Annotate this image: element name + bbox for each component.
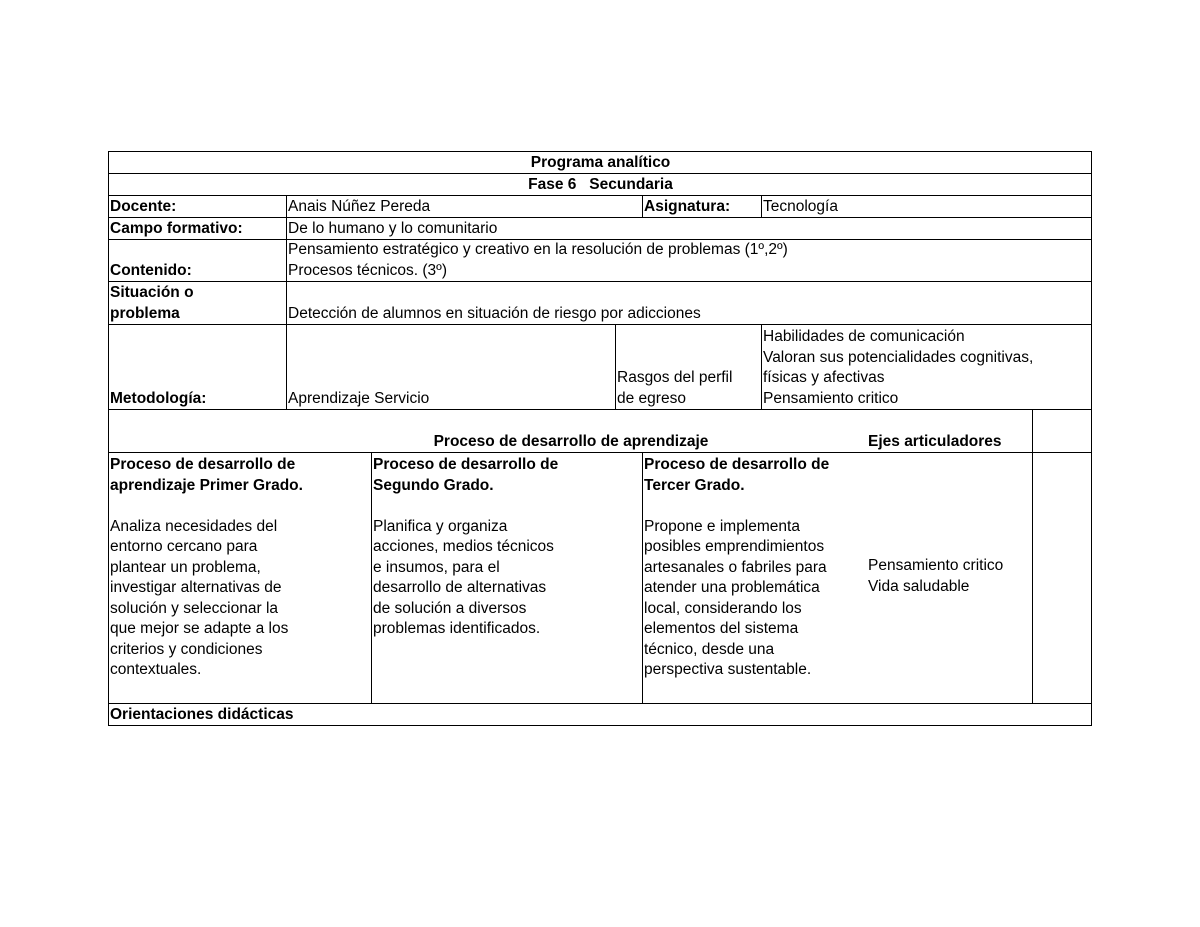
ejes-articuladores-header: Ejes articuladores [868, 410, 927, 453]
grado-1-body-line: solución y seleccionar la [110, 599, 279, 617]
grado-1-body-line: que mejor se adapte a los [110, 620, 289, 637]
document-title: Programa analítico [109, 152, 1092, 174]
rasgo-item: físicas y afectivas [763, 369, 885, 386]
proceso-desarrollo-header: Proceso de desarrollo de aprendizaje [109, 410, 1033, 453]
grado-3-body-line: Propone e implementa [644, 517, 800, 535]
eje-item: Pensamiento critico [868, 557, 1004, 574]
ejes-articuladores-cell [868, 453, 1092, 704]
grado-2-body-line: problemas identificados. [373, 620, 541, 637]
grado-3-body-line: perspectiva sustentable. [644, 661, 812, 678]
contenido-line: Pensamiento estratégico y creativo en la resolución de problemas (1º,2º) [288, 241, 788, 258]
perfil-egreso-rasgos [762, 325, 1092, 410]
grado-3-title-line: Proceso de desarrollo de [644, 456, 830, 473]
orientaciones-didacticas-label: Orientaciones didácticas [109, 704, 1092, 726]
rasgo-item: Habilidades de comunicación [763, 328, 965, 345]
grado-3-body-line: local, considerando los [644, 599, 802, 617]
grado-1-title-line: Proceso de desarrollo de [110, 456, 296, 473]
situacion-value: Detección de alumnos en situación de riesgo por adicciones [287, 282, 1092, 325]
campo-formativo-label: Campo formativo: [109, 218, 287, 240]
grado-2-cell [372, 453, 643, 704]
grado-2-title-line: Segundo Grado. [373, 476, 494, 494]
situacion-label [109, 282, 287, 325]
grado-3-body-line: atender una problemática [644, 579, 820, 596]
rasgo-item: Valoran sus potencialidades cognitivas, [763, 348, 1034, 366]
grado-1-body-line: Analiza necesidades del [110, 517, 278, 535]
grado-1-body-line: investigar alternativas de [110, 579, 282, 596]
grado-1-body-line: criterios y condiciones [110, 640, 263, 658]
grado-1-title-line: aprendizaje Primer Grado. [110, 476, 303, 494]
docente-label: Docente: [109, 196, 287, 218]
eje-item: Vida saludable [868, 577, 970, 595]
asignatura-label: Asignatura: [643, 196, 762, 218]
programa-analitico-table [108, 151, 1092, 726]
asignatura-value: Tecnología [762, 196, 1092, 218]
phase-label: Fase 6 Secundaria [109, 174, 1092, 196]
contenido-label: Contenido: [109, 240, 287, 282]
situacion-label-line: problema [110, 304, 180, 322]
grado-3-body-line: artesanales o fabriles para [644, 558, 827, 576]
docente-value: Anais Núñez Pereda [287, 196, 643, 218]
grado-2-body-line: e insumos, para el [373, 558, 500, 576]
perfil-egreso-label [616, 325, 762, 410]
grado-1-body-line: entorno cercano para [110, 538, 258, 555]
grado-1-body-line: contextuales. [110, 661, 202, 678]
metodologia-value: Aprendizaje Servicio [287, 325, 616, 410]
campo-formativo-value: De lo humano y lo comunitario [287, 218, 1092, 240]
rasgo-item: Pensamiento critico [763, 389, 899, 407]
grado-1-cell [109, 453, 372, 704]
grado-3-body-line: elementos del sistema [644, 620, 799, 637]
perfil-egreso-label-line: Rasgos del perfil [617, 369, 733, 386]
grado-3-title-line: Tercer Grado. [644, 476, 745, 494]
grado-3-body-line: técnico, desde una [644, 640, 775, 658]
perfil-egreso-label-line: de egreso [617, 389, 686, 407]
grado-1-body-line: plantear un problema, [110, 558, 261, 576]
grado-2-body-line: desarrollo de alternativas [373, 579, 547, 596]
contenido-line: Procesos técnicos. (3º) [288, 261, 447, 279]
metodologia-label: Metodología: [109, 325, 287, 410]
grado-2-title-line: Proceso de desarrollo de [373, 456, 559, 473]
grado-2-body-line: de solución a diversos [373, 599, 527, 617]
grado-2-body-line: Planifica y organiza [373, 517, 508, 535]
grado-3-body-line: posibles emprendimientos [644, 538, 825, 555]
grado-2-body-line: acciones, medios técnicos [373, 538, 554, 555]
situacion-label-line: Situación o [110, 284, 194, 301]
contenido-value [287, 240, 1092, 282]
